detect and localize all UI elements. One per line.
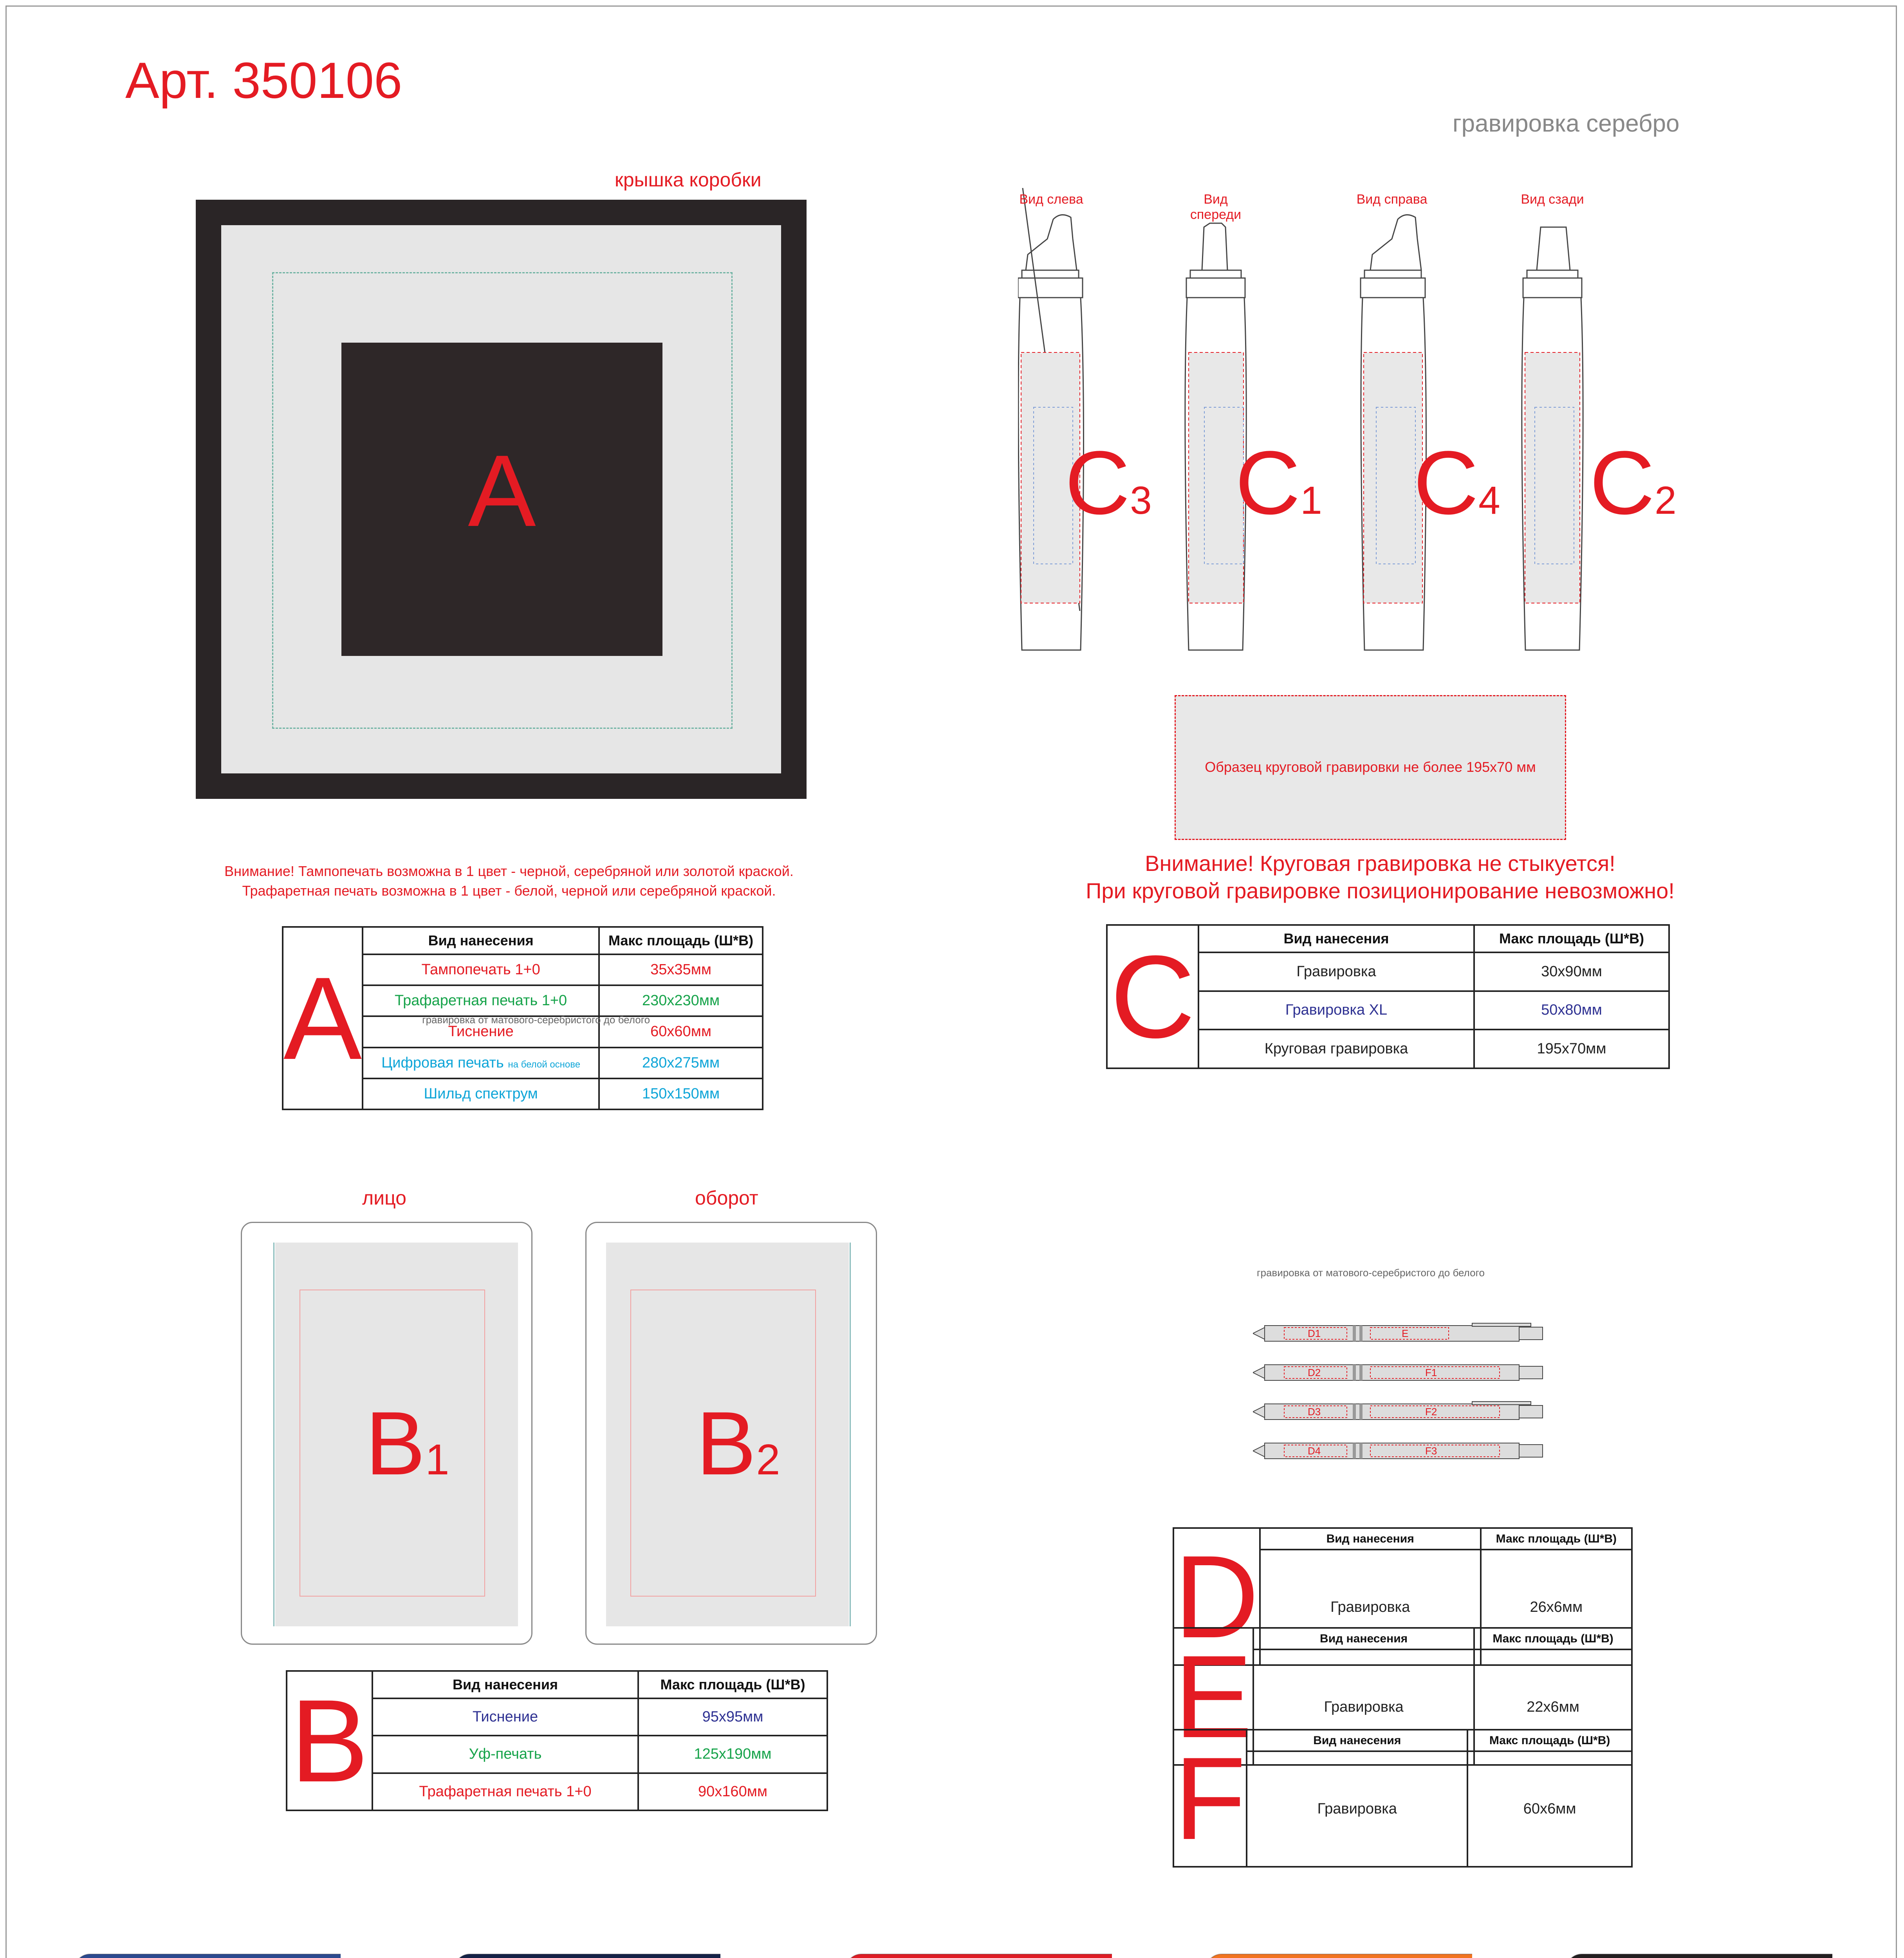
table-e-header-area: Макс площадь (Ш*В) — [1474, 1628, 1632, 1649]
table-d-method: Гравировка — [1260, 1550, 1481, 1665]
table-f-area: 60x6мм — [1467, 1751, 1632, 1867]
pen-zone-f1: F1 — [1425, 1367, 1437, 1378]
table-d-area: 26x6мм — [1481, 1550, 1632, 1665]
table-a-row5-method: Шильд спектрум — [363, 1078, 599, 1109]
notebook-front — [241, 1222, 532, 1645]
table-c-row1-area: 30x90мм — [1474, 952, 1669, 991]
table-a-row3-area: 60x60мм — [599, 1016, 763, 1047]
box-lid-zone-a — [341, 343, 662, 656]
table-d-label: D — [1173, 1528, 1260, 1665]
table-a — [282, 926, 763, 1110]
table-a-row2-area: 230x230мм — [599, 985, 763, 1016]
box-lid — [196, 200, 807, 799]
notebook-variant — [1566, 1954, 1832, 1958]
table-a-row1-area: 35x35мм — [599, 954, 763, 985]
view-right-label: Вид справа — [1356, 192, 1428, 207]
box-lid-print-field — [221, 225, 781, 773]
notebook-variant — [846, 1954, 1112, 1958]
table-c-row1-method: Гравировка — [1198, 952, 1474, 991]
variant-1 — [27, 1938, 341, 1958]
notebook-variant — [454, 1954, 720, 1958]
table-b-row3-method: Трафаретная печать 1+0 — [372, 1773, 638, 1810]
table-c-header-method: Вид нанесения — [1198, 925, 1474, 952]
pen-zone-d4: D4 — [1308, 1445, 1321, 1457]
table-f — [1173, 1729, 1633, 1868]
table-b-row2-method: Уф-печать — [372, 1736, 638, 1773]
notebook-front-label: лицо — [362, 1187, 406, 1209]
zone-c4: C4 — [1413, 432, 1500, 533]
table-b-row1-method: Тиснение — [372, 1698, 638, 1736]
zone-c3: C3 — [1065, 432, 1152, 533]
table-c-row3-area: 195x70мм — [1474, 1030, 1669, 1068]
table-f-header-area: Макс площадь (Ш*В) — [1467, 1730, 1632, 1751]
notebook-back-label: оборот — [695, 1187, 758, 1209]
table-c-row2-area: 50x80мм — [1474, 991, 1669, 1030]
bottle-outlines — [1018, 188, 1742, 658]
pen-outlines — [1253, 1322, 1547, 1478]
table-c-row2-method: Гравировка XL — [1198, 991, 1474, 1030]
pen-zone-d1: D1 — [1308, 1328, 1321, 1339]
table-b-row3-area: 90x160мм — [638, 1773, 827, 1810]
circular-sample-label: Образец круговой гравировки не более 195x70 мм — [1205, 759, 1536, 775]
notebook-variant — [1206, 1954, 1472, 1958]
variant-5 — [1519, 1938, 1832, 1958]
table-b-label: B — [287, 1671, 372, 1810]
color-variants — [0, 1938, 1904, 1958]
table-c — [1106, 924, 1670, 1069]
pen-zone-e: E — [1402, 1328, 1409, 1339]
zone-c2: C2 — [1590, 432, 1677, 533]
table-e-label: E — [1173, 1628, 1253, 1765]
pen-zone-d3: D3 — [1308, 1406, 1321, 1418]
engraving-type-subtitle: гравировка серебро — [1453, 110, 1680, 137]
table-a-row3-method: гравировка от матового-серебристого до белого Тиснение — [363, 1016, 599, 1047]
zone-c1: C1 — [1235, 432, 1322, 533]
table-a-row2-method: Трафаретная печать 1+0 — [363, 985, 599, 1016]
table-c-label: C — [1107, 925, 1198, 1068]
pen-zone-f3: F3 — [1425, 1445, 1437, 1457]
table-d-header-area: Макс площадь (Ш*В) — [1481, 1528, 1632, 1550]
pens-note: гравировка от матового-серебристого до белого — [1257, 1267, 1485, 1279]
table-e-method: Гравировка — [1253, 1649, 1474, 1765]
notebook-variant — [74, 1954, 341, 1958]
bottle-views — [1018, 188, 1742, 658]
table-a-header-method: Вид нанесения — [363, 927, 599, 954]
circular-engraving-sample — [1175, 695, 1566, 840]
zone-a-letter: A — [468, 434, 536, 548]
view-back-label: Вид сзади — [1521, 192, 1584, 207]
table-a-label: A — [283, 927, 363, 1109]
variant-4 — [1159, 1938, 1472, 1958]
pen-zone-d2: D2 — [1308, 1367, 1321, 1378]
table-f-header-method: Вид нанесения — [1247, 1730, 1467, 1751]
table-b — [286, 1670, 828, 1811]
view-left-label: Вид слева — [1019, 192, 1083, 207]
table-b-row1-area: 95x95мм — [638, 1698, 827, 1736]
table-a-row3-note: гравировка от матового-серебристого до белого — [422, 1014, 650, 1026]
article-title: Арт. 350106 — [125, 52, 402, 109]
table-b-row2-area: 125x190мм — [638, 1736, 827, 1773]
pens-diagram — [1253, 1322, 1547, 1478]
zone-b2: B2 — [696, 1393, 780, 1494]
view-front-label: Вид спереди — [1190, 192, 1242, 222]
table-c-row3-method: Круговая гравировка — [1198, 1030, 1474, 1068]
table-b-header-area: Макс площадь (Ш*В) — [638, 1671, 827, 1698]
table-a-header-area: Макс площадь (Ш*В) — [599, 927, 763, 954]
variant-3 — [799, 1938, 1112, 1958]
table-f-method: Гравировка — [1247, 1751, 1467, 1867]
table-a-row4-method: Цифровая печать на белой основе — [363, 1048, 599, 1078]
pen-zone-f2: F2 — [1425, 1406, 1437, 1418]
circular-warning: Внимание! Круговая гравировка не стыкуется! При круговой гравировке позиционирование невозможно! — [1086, 851, 1675, 903]
notebook-back-spine — [850, 1243, 851, 1626]
table-b-header-method: Вид нанесения — [372, 1671, 638, 1698]
table-e-area: 22x6мм — [1474, 1649, 1632, 1765]
notebook-back-print-field — [606, 1243, 849, 1626]
table-a-row1-method: Тампопечать 1+0 — [363, 954, 599, 985]
variant-2 — [407, 1938, 720, 1958]
table-f-label: F — [1173, 1730, 1247, 1867]
box-lid-label: крышка коробки — [615, 169, 762, 191]
notice-a: Внимание! Тампопечать возможна в 1 цвет - черной, серебряной или золотой краской. Трафаретная печать возможна в 1 цвет - белой, черной или серебряной краской. — [224, 863, 794, 899]
table-a-row5-area: 150x150мм — [599, 1078, 763, 1109]
notebook-front-spine — [273, 1243, 274, 1626]
table-d-header-method: Вид нанесения — [1260, 1528, 1481, 1550]
zone-b1: B1 — [365, 1393, 449, 1494]
table-e-header-method: Вид нанесения — [1253, 1628, 1474, 1649]
table-c-header-area: Макс площадь (Ш*В) — [1474, 925, 1669, 952]
table-a-row4-area: 280x275мм — [599, 1048, 763, 1078]
notebook-front-print-field — [275, 1243, 518, 1626]
notebook-back — [585, 1222, 877, 1645]
